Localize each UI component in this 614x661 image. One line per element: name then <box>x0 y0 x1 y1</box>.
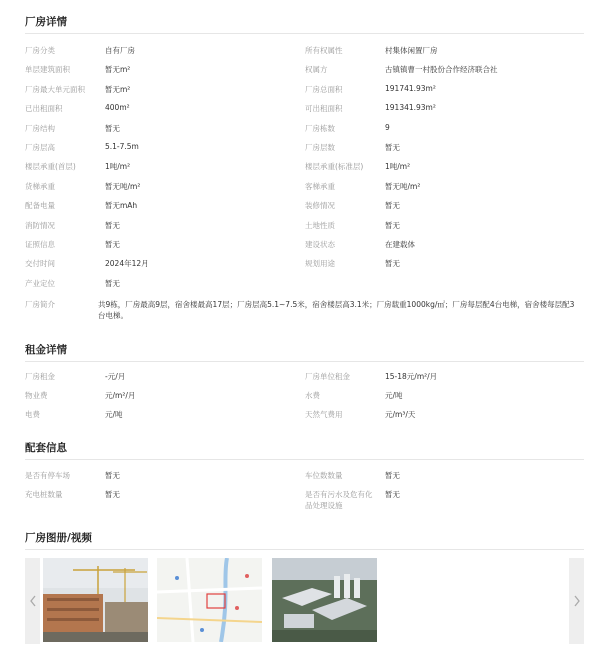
field-value: 191341.93m² <box>385 103 436 113</box>
field-value: 暂无mAh <box>105 201 138 211</box>
field-value: 暂无 <box>105 240 120 249</box>
field-value: 暂无 <box>385 143 400 152</box>
field-label: 消防情况 <box>25 220 55 230</box>
field-label: 产业定位 <box>25 278 55 288</box>
field-value: 暂无 <box>105 278 120 288</box>
field-value: 1吨/m² <box>105 162 131 172</box>
field-value: 暂无 <box>385 220 400 230</box>
field-value: 暂无 <box>105 490 120 499</box>
field-value: 元/m³/天 <box>385 410 416 419</box>
divider <box>25 33 584 34</box>
divider <box>25 549 584 550</box>
field-label: 规划用途 <box>305 259 335 269</box>
gallery-thumb-rendering[interactable] <box>272 558 377 642</box>
field-label: 已出租面积 <box>25 104 63 114</box>
field-label: 交付时间 <box>25 259 55 269</box>
field-label: 货梯承重 <box>25 181 55 191</box>
factory-details-title: 厂房详情 <box>25 16 67 28</box>
field-label: 厂房层高 <box>25 143 55 152</box>
field-label: 充电桩数量 <box>25 490 63 499</box>
field-label: 水费 <box>305 391 320 400</box>
gallery-prev-button[interactable] <box>25 558 40 644</box>
field-value: 暂无 <box>105 471 120 480</box>
field-value: 暂无吨/m² <box>385 181 421 191</box>
field-value: 暂无吨/m² <box>105 181 141 191</box>
field-value: 暂无 <box>385 490 400 499</box>
field-value: 暂无m² <box>105 65 131 75</box>
gallery-next-button[interactable] <box>569 558 584 644</box>
field-label: 可出租面积 <box>305 104 343 114</box>
field-value: 1吨/m² <box>385 162 411 172</box>
field-value: 15-18元/m²/月 <box>385 372 438 381</box>
field-label: 厂房最大单元面积 <box>25 84 85 94</box>
chevron-left-icon <box>29 595 37 607</box>
field-value: 暂无 <box>105 123 120 133</box>
facilities-title: 配套信息 <box>25 442 67 454</box>
aerial-rendering-image <box>272 558 377 642</box>
field-value: 400m² <box>105 103 130 113</box>
field-label: 是否有污水及危有化品处理设施 <box>305 490 373 510</box>
field-label: 厂房栋数 <box>305 123 335 133</box>
field-value: 暂无 <box>385 259 400 269</box>
field-label: 单层建筑面积 <box>25 65 70 75</box>
field-label: 配备电量 <box>25 201 55 211</box>
field-label: 是否有停车场 <box>25 471 70 480</box>
field-label: 厂房租金 <box>25 372 55 381</box>
field-value: 2024年12月 <box>105 259 149 269</box>
location-map-image <box>157 558 262 642</box>
field-value: 5.1-7.5m <box>105 142 139 151</box>
field-label: 车位数数量 <box>305 471 343 480</box>
field-label: 厂房单位租金 <box>305 372 350 381</box>
field-label: 证照信息 <box>25 240 55 249</box>
field-value: 9 <box>385 122 390 132</box>
field-value: -元/月 <box>105 372 126 381</box>
field-label: 土地性质 <box>305 220 335 230</box>
field-label: 权属方 <box>305 65 328 75</box>
gallery-thumb-construction[interactable] <box>43 558 148 642</box>
field-value: 在建载体 <box>385 240 415 249</box>
gallery-title: 厂房图册/视频 <box>25 532 92 544</box>
field-value: 元/吨 <box>105 410 123 419</box>
field-label: 厂房结构 <box>25 123 55 133</box>
field-label: 楼层承重(首层) <box>25 162 76 172</box>
field-label: 客梯承重 <box>305 181 335 191</box>
field-value: 元/吨 <box>385 391 403 400</box>
gallery-thumb-map[interactable] <box>157 558 262 642</box>
field-label: 厂房分类 <box>25 46 55 55</box>
field-value: 元/m²/月 <box>105 391 136 400</box>
intro-label: 厂房简介 <box>25 300 55 309</box>
field-label: 厂房总面积 <box>305 84 343 94</box>
chevron-right-icon <box>573 595 581 607</box>
construction-site-photo <box>43 558 148 642</box>
divider <box>25 459 584 460</box>
field-value: 古镇镇曹一村股份合作经济联合社 <box>385 65 498 75</box>
field-label: 电费 <box>25 410 40 419</box>
field-value: 自有厂房 <box>105 46 135 55</box>
field-label: 楼层承重(标准层) <box>305 162 364 172</box>
field-label: 厂房层数 <box>305 143 335 152</box>
field-value: 暂无 <box>385 471 400 480</box>
divider <box>25 361 584 362</box>
field-label: 所有权属性 <box>305 46 343 55</box>
field-label: 装修情况 <box>305 201 335 211</box>
rent-details-title: 租金详情 <box>25 344 67 356</box>
intro-text: 共9栋，厂房最高9层，宿舍楼最高17层；厂房层高5.1~7.5米，宿舍楼层高3.1米；厂房载重1000kg/㎡；厂房每层配4台电梯，宿舍楼每层配3台电梯。 <box>98 300 575 320</box>
field-value: 191741.93m² <box>385 83 436 93</box>
field-label: 天然气费用 <box>305 410 343 419</box>
field-value: 暂无 <box>385 201 400 211</box>
field-value: 村集体闲置厂房 <box>385 46 438 55</box>
field-label: 建设状态 <box>305 240 335 249</box>
field-label: 物业费 <box>25 391 48 400</box>
field-value: 暂无 <box>105 220 120 230</box>
field-value: 暂无m² <box>105 84 131 94</box>
